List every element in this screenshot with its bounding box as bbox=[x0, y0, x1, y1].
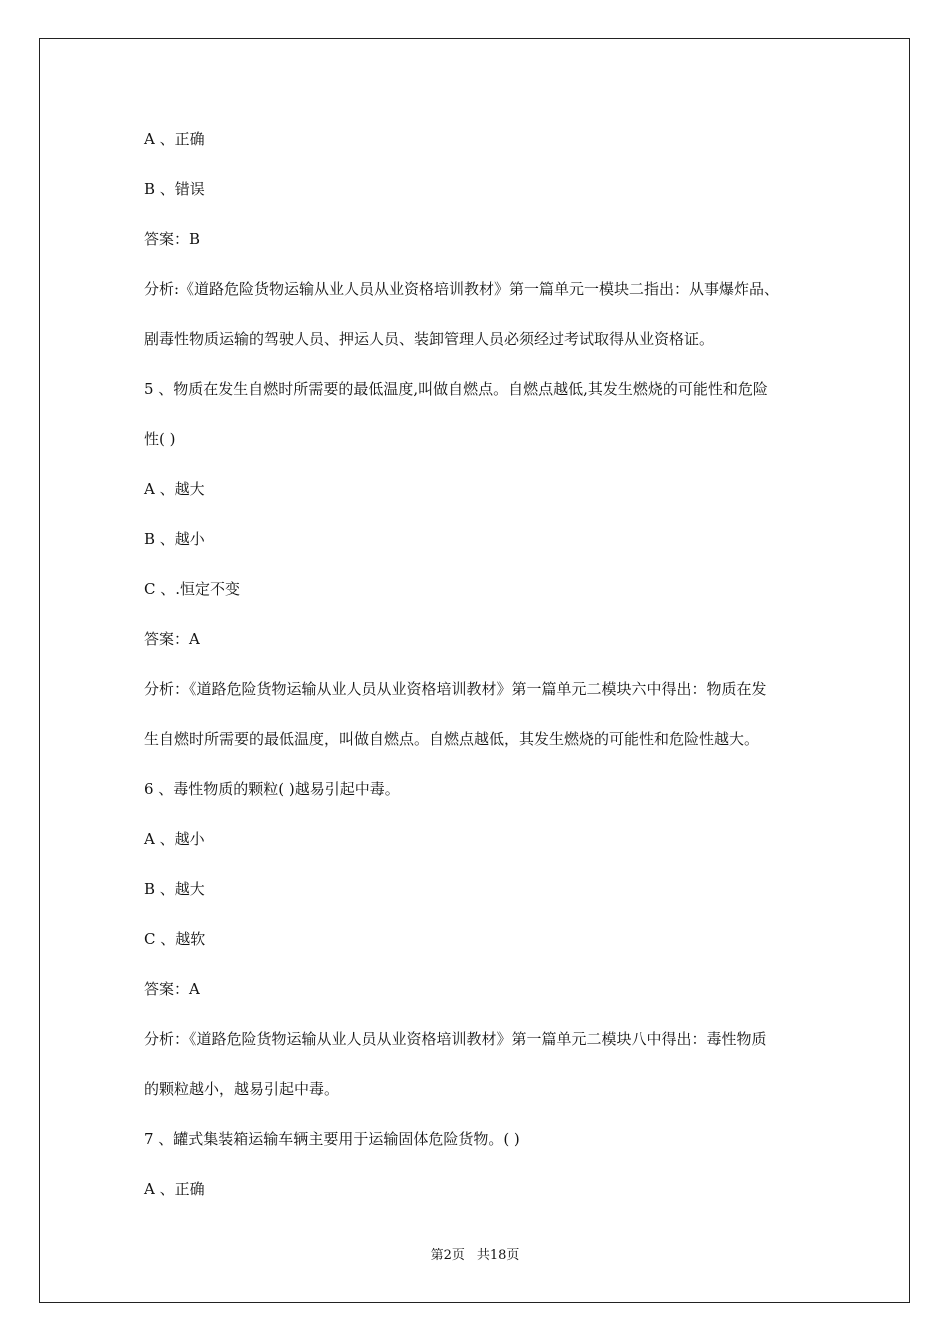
q5-option-c: C 、.恒定不变 bbox=[144, 580, 241, 598]
q5-option-b: B 、越小 bbox=[144, 530, 205, 548]
answer-q4: 答案：B bbox=[144, 230, 201, 248]
page-number: 第2页 bbox=[430, 1248, 465, 1263]
q7-option-a: A 、正确 bbox=[144, 1180, 205, 1198]
answer-q5: 答案：A bbox=[144, 630, 200, 648]
page-total: 共18页 bbox=[476, 1248, 520, 1263]
analysis-q6-line1: 分析：《道路危险货物运输从业人员从业资格培训教材》第一篇单元二模块八中得出：毒性物质 bbox=[144, 1030, 767, 1048]
question-7: 7 、罐式集装箱运输车辆主要用于运输固体危险货物。( ) bbox=[144, 1130, 520, 1148]
analysis-q4-line1: 分析:《道路危险货物运输从业人员从业资格培训教材》第一篇单元一模块二指出：从事爆炸品、 bbox=[144, 280, 780, 298]
q5-option-a: A 、越大 bbox=[144, 480, 205, 498]
question-6: 6 、毒性物质的颗粒( )越易引起中毒。 bbox=[144, 780, 400, 798]
question-5-line1: 5 、物质在发生自燃时所需要的最低温度,叫做自燃点。自燃点越低,其发生燃烧的可能性和危险 bbox=[144, 380, 768, 398]
option-b-wrong: B 、错误 bbox=[144, 180, 205, 198]
answer-q6: 答案：A bbox=[144, 980, 200, 998]
analysis-q5-line1: 分析：《道路危险货物运输从业人员从业资格培训教材》第一篇单元二模块六中得出：物质在发 bbox=[144, 680, 767, 698]
q6-option-c: C 、越软 bbox=[144, 930, 206, 948]
question-5-line2: 性( ) bbox=[144, 430, 176, 448]
analysis-q6-line2: 的颗粒越小，越易引起中毒。 bbox=[144, 1080, 340, 1098]
q6-option-b: B 、越大 bbox=[144, 880, 205, 898]
analysis-q4-line2: 剧毒性物质运输的驾驶人员、押运人员、装卸管理人员必须经过考试取得从业资格证。 bbox=[144, 330, 715, 348]
option-a-correct: A 、正确 bbox=[144, 130, 205, 148]
page-footer bbox=[0, 1247, 950, 1265]
analysis-q5-line2: 生自燃时所需要的最低温度，叫做自燃点。自燃点越低，其发生燃烧的可能性和危险性越大。 bbox=[144, 730, 760, 748]
q6-option-a: A 、越小 bbox=[144, 830, 205, 848]
